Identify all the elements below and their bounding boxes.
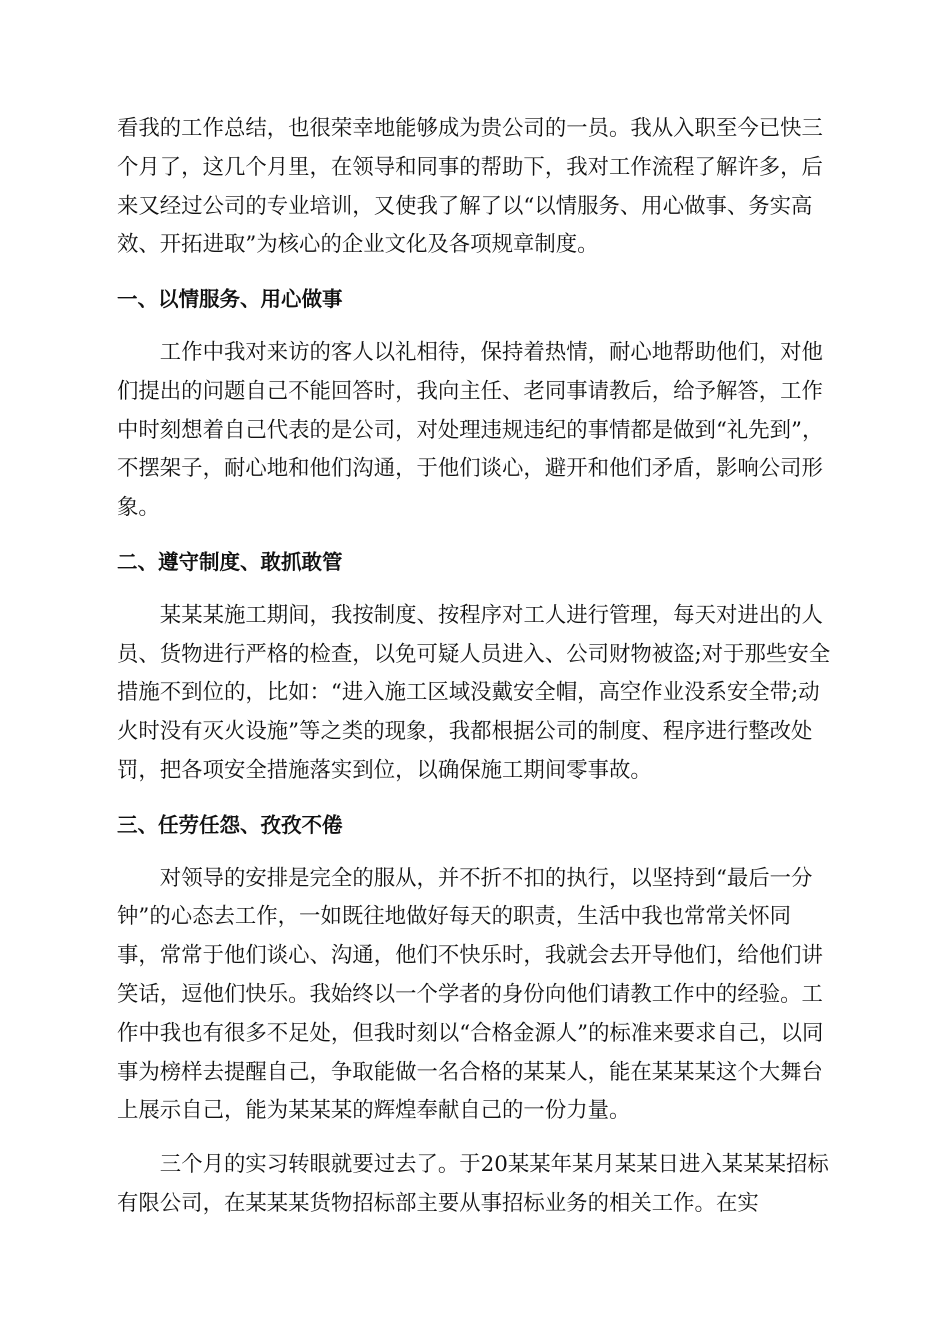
section-heading-3: 三、任劳任怨、孜孜不倦 <box>117 812 343 837</box>
closing-paragraph: 三个月的实习转眼就要过去了。于20某某年某月某某日进入某某某招标有限公司，在某某某货物招标部主要从事招标业务的相关工作。在实 <box>117 1152 829 1216</box>
intro-paragraph: 看我的工作总结，也很荣幸地能够成为贵公司的一员。我从入职至今已快三个月了，这几个月里，在领导和同事的帮助下，我对工作流程了解许多，后来又经过公司的专业培训，又使我了解了以“以情服务、用心做事、务实高效、开拓进取”为核心的企业文化及各项规章制度。 <box>117 116 823 258</box>
section-heading-1: 一、以情服务、用心做事 <box>117 287 343 312</box>
section-heading-2: 二、遵守制度、敢抓敢管 <box>117 549 343 574</box>
section-paragraph-3: 对领导的安排是完全的服从，并不折不扣的执行，以坚持到“最后一分钟”的心态去工作，一如既往地做好每天的职责，生活中我也常常关怀同事，常常于他们谈心、沟通，他们不快乐时，我就会去开导他们，给他们讲笑话，逗他们快乐。我始终以一个学者的身份向他们请教工作中的经验。工作中我也有很多不足处，但我时刻以“合格金源人”的标准来要求自己，以同事为榜样去提醒自己，争取能做一名合格的某某人，能在某某某这个大舞台上展示自己，能为某某某的辉煌奉献自己的一份力量。 <box>117 865 824 1124</box>
section-paragraph-1: 工作中我对来访的客人以礼相待，保持着热情，耐心地帮助他们，对他们提出的问题自己不能回答时，我向主任、老同事请教后，给予解答，工作中时刻想着自己代表的是公司，对处理违规违纪的事情都是做到“礼先到”，不摆架子，耐心地和他们沟通，于他们谈心，避开和他们矛盾，影响公司形象。 <box>117 339 824 521</box>
section-paragraph-2: 某某某施工期间，我按制度、按程序对工人进行管理，每天对进出的人员、货物进行严格的检查，以免可疑人员进入、公司财物被盗;对于那些安全措施不到位的，比如：“进入施工区域没戴安全帽，高空作业没系安全带;动火时没有灭火设施”等之类的现象，我都根据公司的制度、程序进行整改处罚，把各项安全措施落实到位，以确保施工期间零事故。 <box>117 602 831 783</box>
document-body <box>117 110 833 1239</box>
